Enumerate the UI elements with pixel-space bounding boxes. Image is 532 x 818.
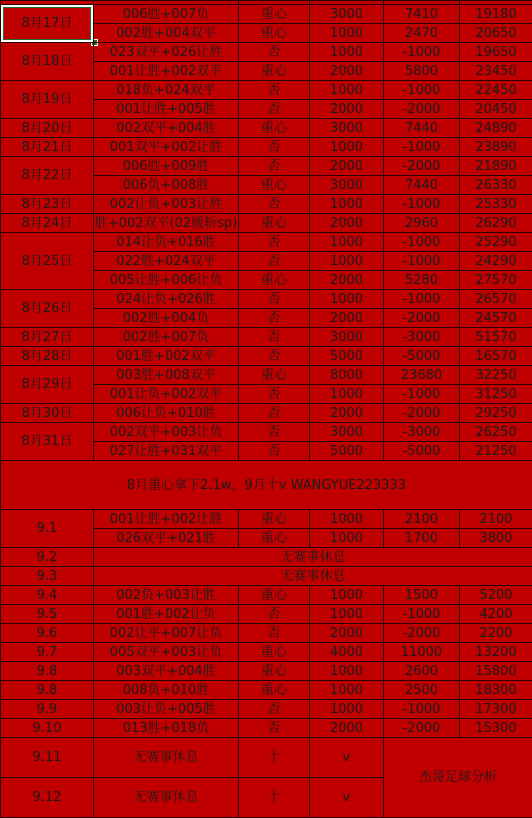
profit-cell[interactable]: 2600 bbox=[384, 662, 460, 681]
table-row bbox=[1, 43, 532, 62]
table-row bbox=[1, 366, 532, 385]
rest-day-cell[interactable]: 无赛事休息 bbox=[94, 738, 239, 778]
match-cell[interactable]: 018负+024双平 bbox=[94, 81, 239, 100]
match-cell[interactable]: 026双平+021胜 bbox=[94, 529, 239, 548]
match-cell[interactable]: 014让负+016胜 bbox=[94, 233, 239, 252]
date-cell[interactable]: 9.9 bbox=[1, 700, 94, 719]
profit-cell[interactable]: -1000 bbox=[384, 81, 460, 100]
stake-cell[interactable]: 1000 bbox=[310, 681, 384, 700]
profit-cell[interactable]: -3000 bbox=[384, 328, 460, 347]
strategy-cell[interactable]: 否 bbox=[239, 700, 310, 719]
stake-cell[interactable]: 1000 bbox=[310, 385, 384, 404]
balance-cell[interactable]: 26570 bbox=[460, 290, 532, 309]
table-row bbox=[1, 195, 532, 214]
date-cell[interactable]: 8月21日 bbox=[1, 138, 94, 157]
table-row bbox=[1, 719, 532, 738]
table-row bbox=[1, 81, 532, 100]
table-row bbox=[1, 510, 532, 529]
stake-cell[interactable]: 2000 bbox=[310, 100, 384, 119]
match-cell[interactable]: 006负+008胜 bbox=[94, 176, 239, 195]
balance-cell[interactable]: 23890 bbox=[460, 138, 532, 157]
date-cell[interactable]: 9.8 bbox=[1, 681, 94, 700]
date-cell[interactable]: 9.1 bbox=[1, 510, 94, 548]
profit-cell[interactable]: 1700 bbox=[384, 529, 460, 548]
plus-cell[interactable]: 十 bbox=[239, 778, 310, 818]
match-cell[interactable]: 001让胜+002双平 bbox=[94, 62, 239, 81]
balance-cell[interactable]: 25290 bbox=[460, 233, 532, 252]
stake-cell[interactable]: 2000 bbox=[310, 157, 384, 176]
profit-cell[interactable]: -1000 bbox=[384, 605, 460, 624]
table-row bbox=[1, 738, 532, 778]
balance-cell[interactable]: 22450 bbox=[460, 81, 532, 100]
date-cell[interactable]: 8月27日 bbox=[1, 328, 94, 347]
profit-cell[interactable]: -1000 bbox=[384, 233, 460, 252]
strategy-cell[interactable]: 重心 bbox=[239, 643, 310, 662]
balance-cell[interactable]: 27570 bbox=[460, 271, 532, 290]
balance-cell[interactable]: 4200 bbox=[460, 605, 532, 624]
stake-cell[interactable]: 1000 bbox=[310, 138, 384, 157]
match-cell[interactable]: 022胜+024双平 bbox=[94, 252, 239, 271]
stake-cell[interactable]: 2000 bbox=[310, 404, 384, 423]
date-cell[interactable]: 8月19日 bbox=[1, 81, 94, 119]
table-row bbox=[1, 662, 532, 681]
date-cell[interactable]: 8月30日 bbox=[1, 404, 94, 423]
rest-day-cell[interactable]: 无赛事休息 bbox=[94, 548, 532, 567]
date-cell[interactable]: 9.10 bbox=[1, 719, 94, 738]
match-cell[interactable]: 002让负+003让胜 bbox=[94, 195, 239, 214]
strategy-cell[interactable]: 否 bbox=[239, 404, 310, 423]
strategy-cell[interactable]: 否 bbox=[239, 624, 310, 643]
profit-cell[interactable]: 7410 bbox=[384, 5, 460, 24]
strategy-cell[interactable]: 重心 bbox=[239, 119, 310, 138]
profit-cell[interactable]: -2000 bbox=[384, 100, 460, 119]
match-cell[interactable]: 006胜+009胜 bbox=[94, 157, 239, 176]
strategy-cell[interactable]: 重心 bbox=[239, 5, 310, 24]
table-row bbox=[1, 548, 532, 567]
rest-day-cell[interactable]: 无赛事休息 bbox=[94, 778, 239, 818]
match-cell[interactable]: 001胜+002让负 bbox=[94, 605, 239, 624]
table-row bbox=[1, 347, 532, 366]
strategy-cell[interactable]: 否 bbox=[239, 252, 310, 271]
table-row bbox=[1, 643, 532, 662]
table-row bbox=[1, 5, 532, 24]
table-row bbox=[1, 624, 532, 643]
date-cell[interactable]: 8月24日 bbox=[1, 214, 94, 233]
balance-cell[interactable]: 24570 bbox=[460, 309, 532, 328]
profit-cell[interactable]: -1000 bbox=[384, 385, 460, 404]
match-cell[interactable]: 013胜+018负 bbox=[94, 719, 239, 738]
match-cell[interactable]: 001让负+002双平 bbox=[94, 385, 239, 404]
strategy-cell[interactable]: 重心 bbox=[239, 24, 310, 43]
date-cell[interactable]: 8月28日 bbox=[1, 347, 94, 366]
profit-cell[interactable]: 2960 bbox=[384, 214, 460, 233]
strategy-cell[interactable]: 否 bbox=[239, 233, 310, 252]
profit-cell[interactable]: -2000 bbox=[384, 719, 460, 738]
strategy-cell[interactable]: 否 bbox=[239, 100, 310, 119]
balance-cell[interactable]: 26330 bbox=[460, 176, 532, 195]
v-cell[interactable]: v bbox=[310, 778, 384, 818]
balance-cell[interactable]: 18300 bbox=[460, 681, 532, 700]
stake-cell[interactable]: 1000 bbox=[310, 43, 384, 62]
table-row bbox=[1, 700, 532, 719]
balance-cell[interactable]: 2200 bbox=[460, 624, 532, 643]
stake-cell[interactable]: 1000 bbox=[310, 290, 384, 309]
match-cell[interactable]: 008负+010胜 bbox=[94, 681, 239, 700]
date-cell[interactable]: 9.3 bbox=[1, 567, 94, 586]
balance-cell[interactable]: 15800 bbox=[460, 662, 532, 681]
balance-cell[interactable]: 20450 bbox=[460, 100, 532, 119]
balance-cell[interactable]: 21250 bbox=[460, 442, 532, 461]
profit-cell[interactable]: 11000 bbox=[384, 643, 460, 662]
match-cell[interactable]: 003胜+008双平 bbox=[94, 366, 239, 385]
stake-cell[interactable]: 3000 bbox=[310, 176, 384, 195]
stake-cell[interactable]: 3000 bbox=[310, 5, 384, 24]
balance-cell[interactable]: 31250 bbox=[460, 385, 532, 404]
balance-cell[interactable]: 17300 bbox=[460, 700, 532, 719]
table-row bbox=[1, 681, 532, 700]
date-cell[interactable]: 8月23日 bbox=[1, 195, 94, 214]
stake-cell[interactable]: 2000 bbox=[310, 214, 384, 233]
strategy-cell[interactable]: 否 bbox=[239, 309, 310, 328]
profit-cell[interactable]: -1000 bbox=[384, 290, 460, 309]
date-cell[interactable]: 9.12 bbox=[1, 778, 94, 818]
profit-cell[interactable]: 7440 bbox=[384, 119, 460, 138]
table-row bbox=[1, 214, 532, 233]
balance-cell[interactable]: 5200 bbox=[460, 586, 532, 605]
profit-cell[interactable]: 1500 bbox=[384, 586, 460, 605]
strategy-cell[interactable]: 否 bbox=[239, 385, 310, 404]
date-cell[interactable]: 8月29日 bbox=[1, 366, 94, 404]
stake-cell[interactable]: 4000 bbox=[310, 643, 384, 662]
balance-cell[interactable]: 25330 bbox=[460, 195, 532, 214]
profit-cell[interactable]: -2000 bbox=[384, 309, 460, 328]
stake-cell[interactable]: 1000 bbox=[310, 586, 384, 605]
match-cell[interactable]: 002胜+004负 bbox=[94, 309, 239, 328]
stake-cell[interactable]: 2000 bbox=[310, 624, 384, 643]
balance-cell[interactable]: 51570 bbox=[460, 328, 532, 347]
date-cell[interactable]: 8月26日 bbox=[1, 290, 94, 328]
match-cell[interactable]: 胜+002双平(02媛斩sp) bbox=[94, 214, 239, 233]
table-row bbox=[1, 423, 532, 442]
strategy-cell[interactable]: 否 bbox=[239, 719, 310, 738]
balance-cell[interactable]: 24890 bbox=[460, 119, 532, 138]
table-row bbox=[1, 586, 532, 605]
balance-cell[interactable]: 2100 bbox=[460, 510, 532, 529]
stake-cell[interactable]: 1000 bbox=[310, 605, 384, 624]
strategy-cell[interactable]: 重心 bbox=[239, 366, 310, 385]
stake-cell[interactable]: 1000 bbox=[310, 233, 384, 252]
match-cell[interactable]: 001胜+002双平 bbox=[94, 347, 239, 366]
table-row bbox=[1, 290, 532, 309]
match-cell[interactable]: 023双平+026让胜 bbox=[94, 43, 239, 62]
table-row bbox=[1, 233, 532, 252]
date-cell[interactable]: 9.6 bbox=[1, 624, 94, 643]
date-cell[interactable]: 9.4 bbox=[1, 586, 94, 605]
match-cell[interactable]: 002负+003让胜 bbox=[94, 586, 239, 605]
summary-note[interactable]: 8月重心拿下2.1w，9月十v WANGYUE223333 bbox=[1, 461, 532, 510]
date-cell[interactable]: 9.11 bbox=[1, 738, 94, 778]
balance-cell[interactable]: 26290 bbox=[460, 214, 532, 233]
strategy-cell[interactable]: 否 bbox=[239, 138, 310, 157]
strategy-cell[interactable]: 重心 bbox=[239, 62, 310, 81]
match-cell[interactable]: 002双平+004胜 bbox=[94, 119, 239, 138]
strategy-cell[interactable]: 重心 bbox=[239, 271, 310, 290]
strategy-cell[interactable]: 否 bbox=[239, 423, 310, 442]
balance-cell[interactable]: 19650 bbox=[460, 43, 532, 62]
date-cell[interactable]: 8月17日 bbox=[1, 5, 94, 43]
balance-cell[interactable]: 26250 bbox=[460, 423, 532, 442]
balance-cell[interactable]: 15300 bbox=[460, 719, 532, 738]
balance-cell[interactable]: 24290 bbox=[460, 252, 532, 271]
strategy-cell[interactable]: 重心 bbox=[239, 529, 310, 548]
strategy-cell[interactable]: 否 bbox=[239, 605, 310, 624]
strategy-cell[interactable]: 否 bbox=[239, 195, 310, 214]
v-cell[interactable]: v bbox=[310, 738, 384, 778]
table-row bbox=[1, 567, 532, 586]
match-cell[interactable]: 003双平+004胜 bbox=[94, 662, 239, 681]
table-row bbox=[1, 157, 532, 176]
balance-cell[interactable]: 3800 bbox=[460, 529, 532, 548]
balance-cell[interactable]: 20650 bbox=[460, 24, 532, 43]
profit-cell[interactable]: -5000 bbox=[384, 347, 460, 366]
plus-cell[interactable]: 十 bbox=[239, 738, 310, 778]
strategy-cell[interactable]: 否 bbox=[239, 81, 310, 100]
strategy-cell[interactable]: 否 bbox=[239, 290, 310, 309]
strategy-cell[interactable]: 重心 bbox=[239, 510, 310, 529]
table-row bbox=[1, 328, 532, 347]
rest-day-cell[interactable]: 无赛事休息 bbox=[94, 567, 532, 586]
date-cell[interactable]: 8月31日 bbox=[1, 423, 94, 461]
date-cell[interactable]: 8月18日 bbox=[1, 43, 94, 81]
match-cell[interactable]: 001双平+002让胜 bbox=[94, 138, 239, 157]
profit-cell[interactable]: -1000 bbox=[384, 195, 460, 214]
profit-cell[interactable]: 2100 bbox=[384, 510, 460, 529]
date-cell[interactable]: 9.8 bbox=[1, 662, 94, 681]
profit-cell[interactable]: -1000 bbox=[384, 43, 460, 62]
stake-cell[interactable]: 2000 bbox=[310, 719, 384, 738]
balance-cell[interactable]: 19180 bbox=[460, 5, 532, 24]
stake-cell[interactable]: 1000 bbox=[310, 81, 384, 100]
profit-cell[interactable]: 23680 bbox=[384, 366, 460, 385]
table-row bbox=[1, 605, 532, 624]
stake-cell[interactable]: 1000 bbox=[310, 529, 384, 548]
stake-cell[interactable]: 8000 bbox=[310, 366, 384, 385]
footer-label[interactable]: 杰哥足球分析 bbox=[384, 738, 532, 818]
profit-cell[interactable]: 5280 bbox=[384, 271, 460, 290]
strategy-cell[interactable]: 否 bbox=[239, 43, 310, 62]
table-row bbox=[1, 138, 532, 157]
match-cell[interactable]: 006让负+010胜 bbox=[94, 404, 239, 423]
balance-cell[interactable]: 32250 bbox=[460, 366, 532, 385]
stake-cell[interactable]: 5000 bbox=[310, 442, 384, 461]
profit-cell[interactable]: -1000 bbox=[384, 252, 460, 271]
match-cell[interactable]: 003让负+005胜 bbox=[94, 700, 239, 719]
profit-cell[interactable]: 2470 bbox=[384, 24, 460, 43]
stake-cell[interactable]: 1000 bbox=[310, 662, 384, 681]
stake-cell[interactable]: 2000 bbox=[310, 309, 384, 328]
match-cell[interactable]: 001让胜+005胜 bbox=[94, 100, 239, 119]
match-cell[interactable]: 005让胜+006让负 bbox=[94, 271, 239, 290]
date-cell[interactable]: 9.5 bbox=[1, 605, 94, 624]
strategy-cell[interactable]: 否 bbox=[239, 442, 310, 461]
table-row bbox=[1, 404, 532, 423]
stake-cell[interactable]: 2000 bbox=[310, 271, 384, 290]
balance-cell[interactable]: 29250 bbox=[460, 404, 532, 423]
profit-cell[interactable]: -2000 bbox=[384, 157, 460, 176]
date-cell[interactable]: 9.2 bbox=[1, 548, 94, 567]
match-cell[interactable]: 006胜+007负 bbox=[94, 5, 239, 24]
strategy-cell[interactable]: 重心 bbox=[239, 662, 310, 681]
strategy-cell[interactable]: 重心 bbox=[239, 176, 310, 195]
match-cell[interactable]: 027让胜+031双平 bbox=[94, 442, 239, 461]
table-row bbox=[1, 461, 532, 510]
profit-cell[interactable]: -2000 bbox=[384, 404, 460, 423]
profit-cell[interactable]: -1000 bbox=[384, 138, 460, 157]
stake-cell[interactable]: 5000 bbox=[310, 347, 384, 366]
date-cell[interactable]: 8月25日 bbox=[1, 233, 94, 290]
match-cell[interactable]: 002双平+003让负 bbox=[94, 423, 239, 442]
stake-cell[interactable]: 3000 bbox=[310, 119, 384, 138]
profit-cell[interactable]: 7440 bbox=[384, 176, 460, 195]
strategy-cell[interactable]: 重心 bbox=[239, 214, 310, 233]
match-cell[interactable]: 005双平+003让负 bbox=[94, 643, 239, 662]
stake-cell[interactable]: 3000 bbox=[310, 423, 384, 442]
match-cell[interactable]: 024让负+026胜 bbox=[94, 290, 239, 309]
date-cell[interactable]: 8月20日 bbox=[1, 119, 94, 138]
date-cell[interactable]: 8月22日 bbox=[1, 157, 94, 195]
strategy-cell[interactable]: 否 bbox=[239, 328, 310, 347]
balance-cell[interactable]: 21890 bbox=[460, 157, 532, 176]
stake-cell[interactable]: 1000 bbox=[310, 24, 384, 43]
balance-cell[interactable]: 16570 bbox=[460, 347, 532, 366]
stake-cell[interactable]: 2000 bbox=[310, 62, 384, 81]
balance-cell[interactable]: 23450 bbox=[460, 62, 532, 81]
match-cell[interactable]: 002胜+007负 bbox=[94, 328, 239, 347]
match-cell[interactable]: 002胜+004双平 bbox=[94, 24, 239, 43]
stake-cell[interactable]: 1000 bbox=[310, 510, 384, 529]
balance-cell[interactable]: 13200 bbox=[460, 643, 532, 662]
profit-cell[interactable]: -5000 bbox=[384, 442, 460, 461]
strategy-cell[interactable]: 否 bbox=[239, 347, 310, 366]
stake-cell[interactable]: 1000 bbox=[310, 195, 384, 214]
strategy-cell[interactable]: 重心 bbox=[239, 681, 310, 700]
strategy-cell[interactable]: 重心 bbox=[239, 586, 310, 605]
profit-cell[interactable]: -2000 bbox=[384, 624, 460, 643]
table-row bbox=[1, 119, 532, 138]
match-cell[interactable]: 002让平+007让负 bbox=[94, 624, 239, 643]
profit-cell[interactable]: 2500 bbox=[384, 681, 460, 700]
strategy-cell[interactable]: 否 bbox=[239, 157, 310, 176]
stake-cell[interactable]: 3000 bbox=[310, 328, 384, 347]
date-cell[interactable]: 9.7 bbox=[1, 643, 94, 662]
profit-cell[interactable]: -3000 bbox=[384, 423, 460, 442]
match-cell[interactable]: 001让胜+002让胜 bbox=[94, 510, 239, 529]
stake-cell[interactable]: 1000 bbox=[310, 700, 384, 719]
profit-cell[interactable]: 5800 bbox=[384, 62, 460, 81]
stake-cell[interactable]: 1000 bbox=[310, 252, 384, 271]
profit-cell[interactable]: -1000 bbox=[384, 700, 460, 719]
